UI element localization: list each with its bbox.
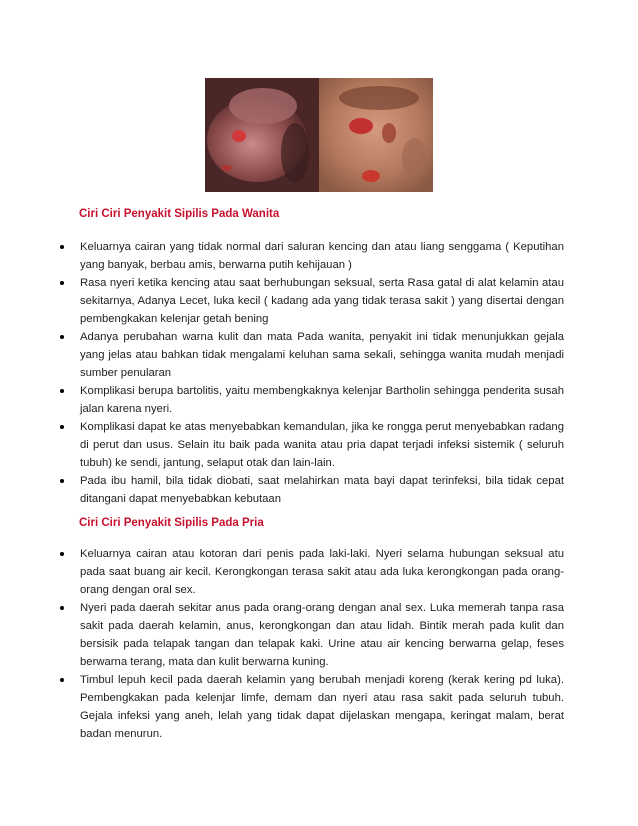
section-heading-wanita: Ciri Ciri Penyakit Sipilis Pada Wanita <box>79 208 280 220</box>
list-item <box>60 545 564 599</box>
clinical-photo-left <box>205 78 319 192</box>
list-item-text: Nyeri pada daerah sekitar anus pada orang-orang dengan anal sex. Luka memerah tanpa rasa sakit pada daerah kelamin, anus, kerongkongan dan atau lidah. Bintik merah pada kulit dan bersisik pada telapak tangan dan telapak kaki. Urine atau air kencing berwarna gelap, feses berwarna terang, mata dan kulit berwarna kuning. <box>80 602 564 668</box>
list-item-text: Keluarnya cairan yang tidak normal dari saluran kencing dan atau liang senggama ( Keputihan yang banyak, berbau amis, berwarna putih kehijauan ) <box>80 241 564 271</box>
list-item <box>60 599 564 671</box>
clinical-photo-right <box>319 78 433 192</box>
bullet-icon <box>60 425 64 429</box>
bullet-icon <box>60 479 64 483</box>
list-item <box>60 418 564 472</box>
bullet-icon <box>60 389 64 393</box>
list-item <box>60 472 564 508</box>
bullet-icon <box>60 552 64 556</box>
section-heading-pria: Ciri Ciri Penyakit Sipilis Pada Pria <box>79 517 264 529</box>
list-item <box>60 328 564 382</box>
list-item-text: Komplikasi berupa bartolitis, yaitu membengkaknya kelenjar Bartholin sehingga penderita susah jalan karena nyeri. <box>80 385 564 415</box>
list-item <box>60 671 564 743</box>
list-item-text: Timbul lepuh kecil pada daerah kelamin yang berubah menjadi koreng (kerak kering pd luka). Pembengkakan pada kelenjar limfe, demam dan nyeri atau rasa sakit pada seluruh tubuh. Gejala infeksi yang aneh, lelah yang tidak dapat dijelaskan mengapa, keringat malam, berat badan menurun. <box>80 674 564 740</box>
symptom-list-pria <box>60 545 564 743</box>
list-item-text: Komplikasi dapat ke atas menyebabkan kemandulan, jika ke rongga perut menyebabkan radang di perut dan usus. Selain itu baik pada wanita atau pria dapat terjadi infeksi sistemik ( seluruh tubuh) ke sendi, jantung, selaput otak dan lain-lain. <box>80 421 564 469</box>
list-item-text: Keluarnya cairan atau kotoran dari penis pada laki-laki. Nyeri selama hubungan seksual atu pada saat buang air kecil. Kerongkongan terasa sakit atau ada luka kerongkongan pada orang-orang dengan oral sex. <box>80 548 564 596</box>
list-item <box>60 274 564 328</box>
bullet-icon <box>60 245 64 249</box>
list-item-text: Rasa nyeri ketika kencing atau saat berhubungan seksual, serta Rasa gatal di alat kelamin atau sekitarnya, Adanya Lecet, luka kecil ( kadang ada yang tidak terasa sakit ) yang disertai dengan pembengkakan kelenjar getah bening <box>80 277 564 325</box>
symptom-list-wanita <box>60 238 564 508</box>
list-item-text: Adanya perubahan warna kulit dan mata Pada wanita, penyakit ini tidak menunjukkan gejala yang jelas atau bahkan tidak mengalami keluhan sama sekali, sehingga wanita mudah menjadi sumber penularan <box>80 331 564 379</box>
clinical-photos <box>205 78 433 192</box>
bullet-icon <box>60 606 64 610</box>
list-item <box>60 382 564 418</box>
list-item <box>60 238 564 274</box>
list-item-text: Pada ibu hamil, bila tidak diobati, saat melahirkan mata bayi dapat terinfeksi, bila tidak cepat ditangani dapat menyebabkan kebutaan <box>80 475 564 505</box>
bullet-icon <box>60 335 64 339</box>
bullet-icon <box>60 678 64 682</box>
bullet-icon <box>60 281 64 285</box>
